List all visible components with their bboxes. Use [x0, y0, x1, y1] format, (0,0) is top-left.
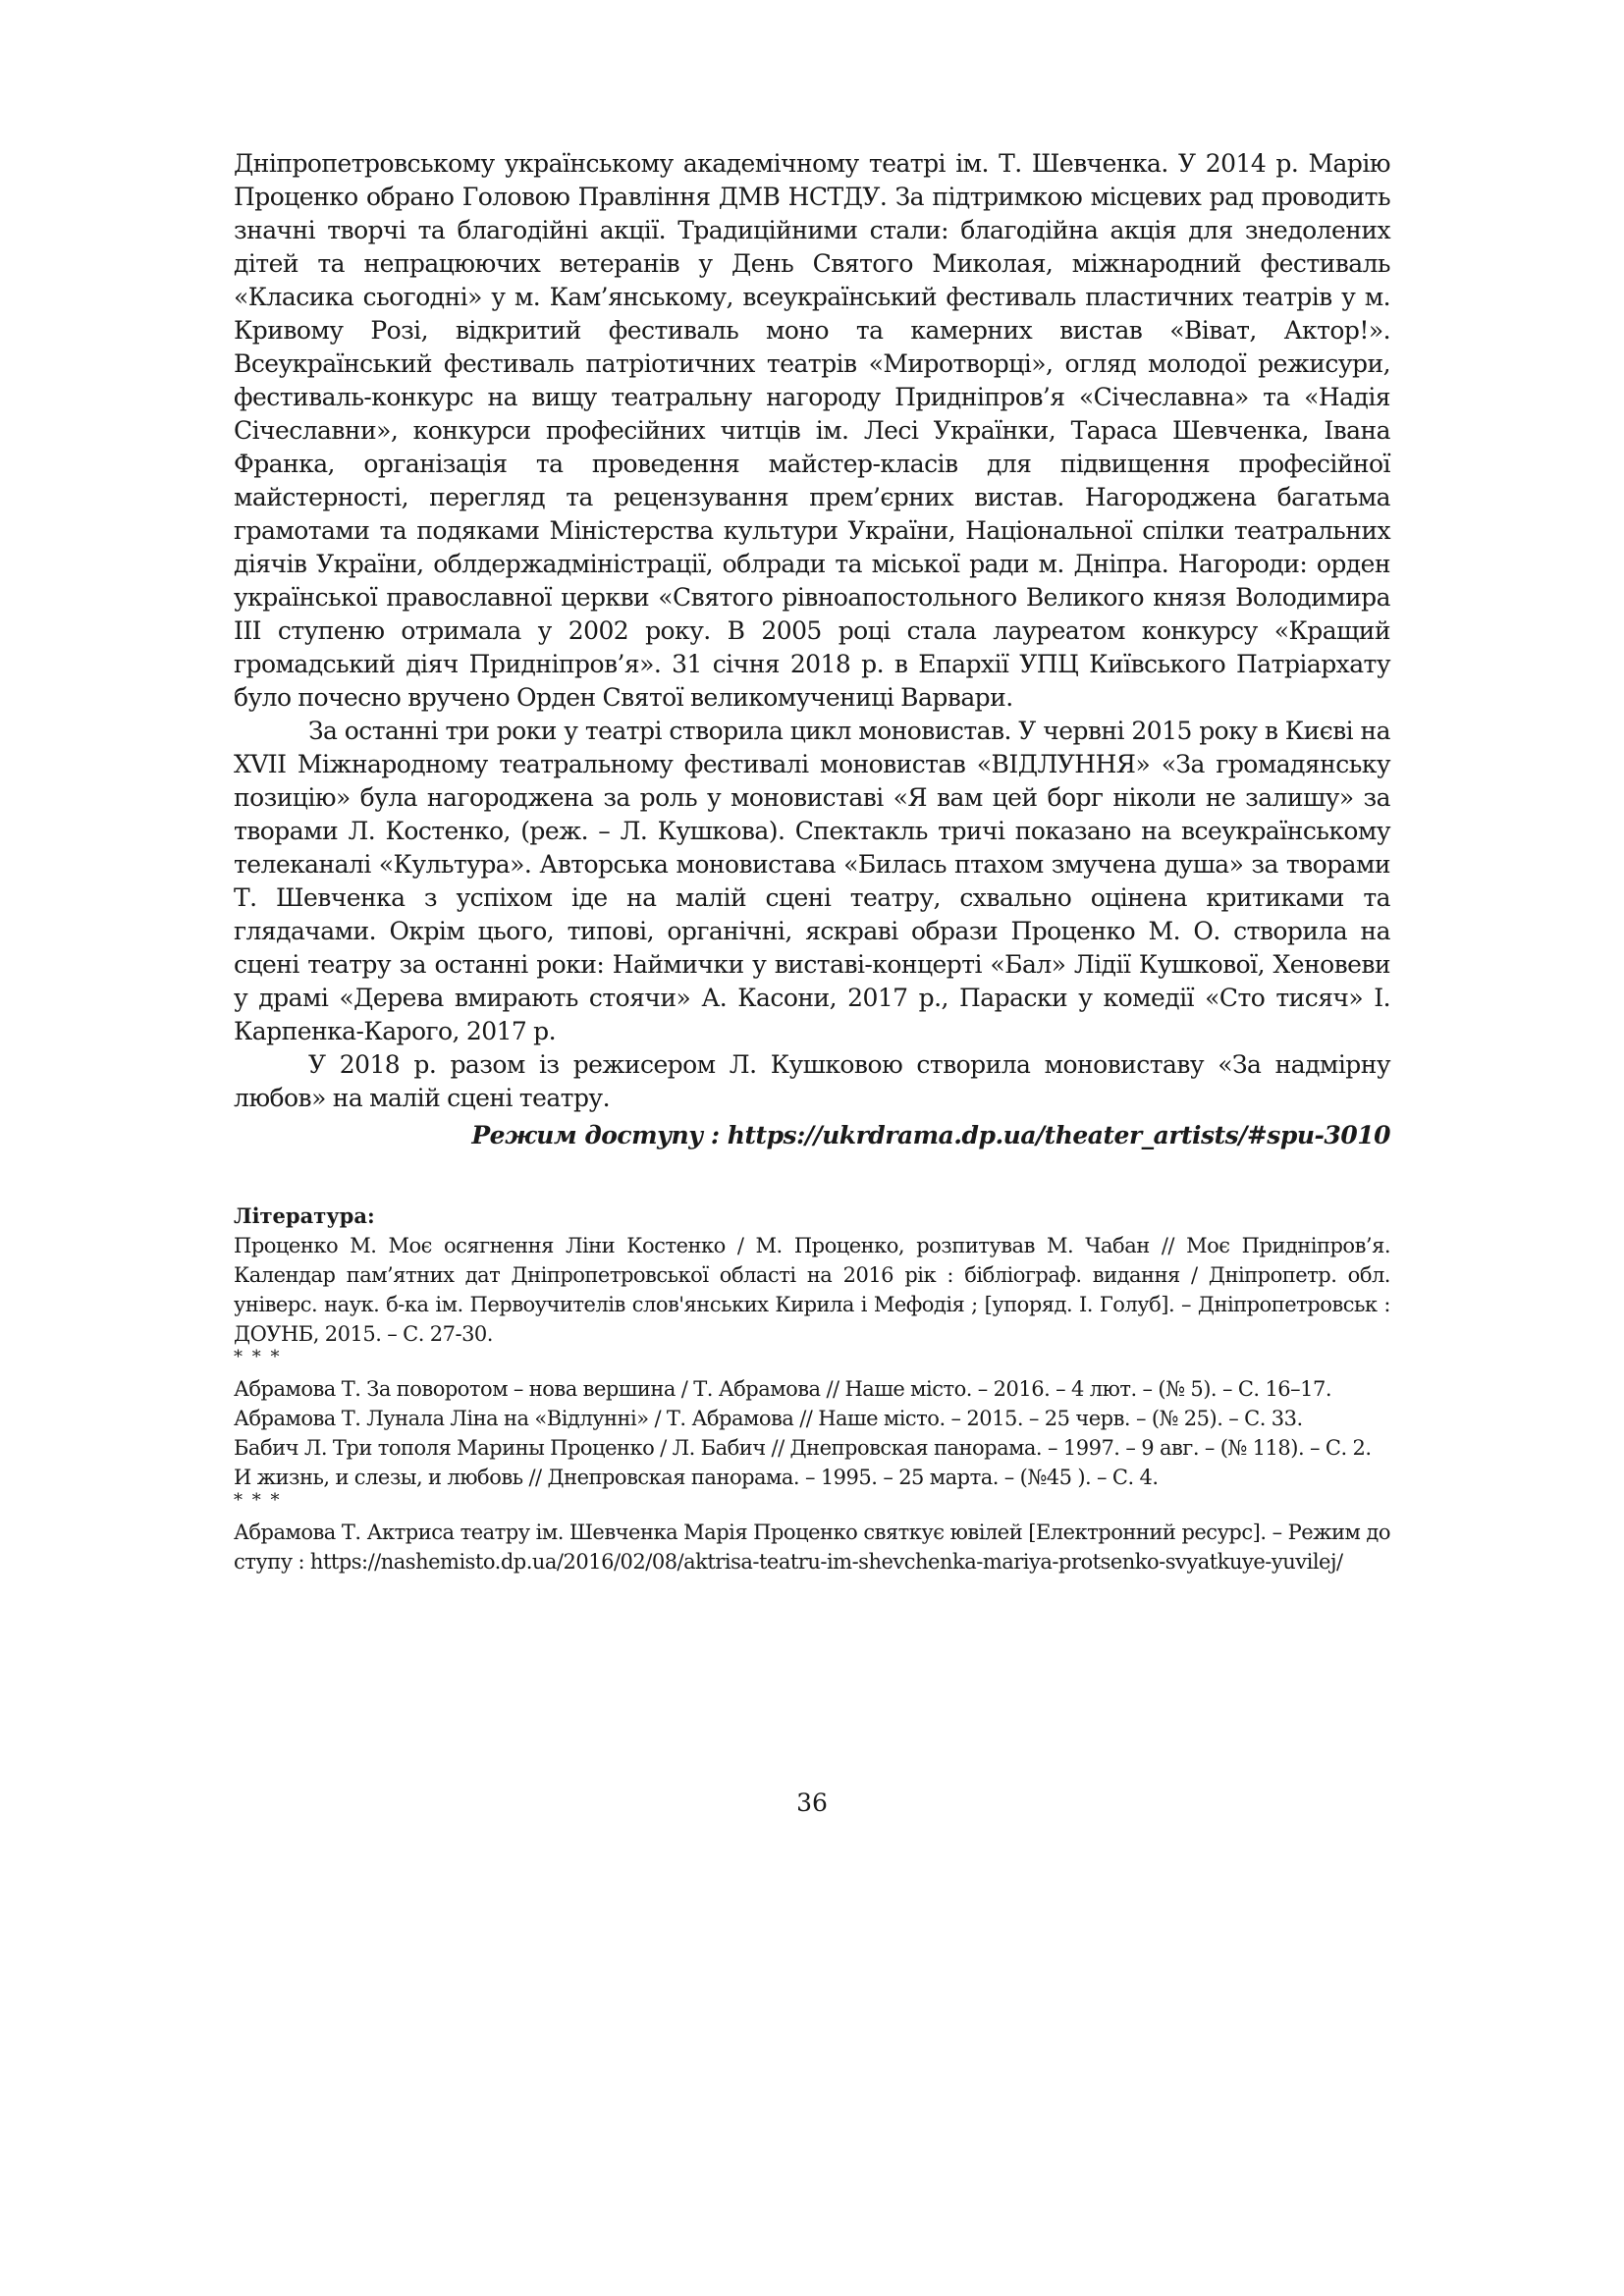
- access-link-line: Режим доступу : https://ukrdrama.dp.ua/theater_artists/#spu-3010: [471, 1121, 1390, 1149]
- literature-group-2: [234, 1374, 1390, 1492]
- literature-heading: Література:: [234, 1203, 375, 1228]
- body-paragraph-2: За останні три роки у театрі створила цикл моновистав. У червні 2015 року в Києві на XVII Міжнародному театральному фестивалі моновистав «ВІДЛУННЯ» «За громадянську позицію» була нагороджена за роль у моновиставі «Я вам цей борг ніколи не залишу» за творами Л. Костенко, (реж. – Л. Кушкова). Спектакль тричі показано на всеукраїнському телеканалі «Культура». Авторська моновистава «Билась птахом змучена душа» за творами Т. Шевченка з успіхом іде на малій сцені театру, схвально оцінена критиками та глядачами. Окрім цього, типові, органічні, яскраві образи Проценко М. О. створила на сцені театру за останні роки: Наймички у виставі-концерті «Бал» Лідії Кушкової, Хеновеви у драмі «Дерева вмирають стоячи» А. Касони, 2017 р., Параски у комедії «Сто тисяч» І. Карпенка-Карого, 2017 р.: [234, 717, 1390, 1045]
- literature-group-3: [234, 1518, 1390, 1576]
- literature-entry: Абрамова Т. За поворотом – нова вершина / Т. Абрамова // Наше місто. – 2016. – 4 лют. – (№ 5). – С. 16–17.: [234, 1377, 1332, 1401]
- page-number: 36: [796, 1789, 828, 1817]
- body-paragraph-1: Дніпропетровському українському академічному театрі ім. Т. Шевченка. У 2014 р. Марію Проценко обрано Головою Правління ДМВ НСТДУ. За підтримкою місцевих рад проводить значні творчі та благодійні акції. Традиційними стали: благодійна акція для знедолених дітей та непрацюючих ветеранів у День Святого Миколая, міжнародний фестиваль «Класика сьогодні» у м. Кам’янському, всеукраїнський фестиваль пластичних театрів у м. Кривому Розі, відкритий фестиваль моно та камерних вистав «Віват, Актор!». Всеукраїнський фестиваль патріотичних театрів «Миротворці», огляд молодої режисури, фестиваль-конкурс на вищу театральну нагороду Придніпров’я «Січеславна» та «Надія Січеславни», конкурси професійних читців ім. Лесі Українки, Тараса Шевченка, Івана Франка, організація та проведення майстер-класів для підвищення професійної майстерності, перегляд та рецензування прем’єрних вистав. Нагороджена багатьма грамотами та подяками Міністерства культури України, Національної спілки театральних діячів України, облдержадміністрації, облради та міської ради м. Дніпра. Нагороди: орден української православної церкви «Святого рівноапостольного Великого князя Володимира ІІІ ступеню отримала у 2002 року. В 2005 році стала лауреатом конкурсу «Кращий громадський діяч Придніпров’я». 31 січня 2018 р. в Епархії УПЦ Київського Патріархату було почесно вручено Орден Святої великомучениці Варвари.: [234, 149, 1390, 712]
- literature-entry: Абрамова Т. Актриса театру ім. Шевченка Марія Проценко святкує ювілей [Електронний ресурс]. – Режим доступу : https://nashemisto.dp.ua/2016/02/08/aktrisa-teatru-im-shevchenka-mariya-protsenko-svyatkuye-yuvilej/: [234, 1521, 1390, 1574]
- literature-entry: Проценко М. Моє осягнення Ліни Костенко / М. Проценко, розпитував М. Чабан // Моє Придніпров’я. Календар пам’ятних дат Дніпропетровської області на 2016 рік : бібліограф. видання / Дніпропетр. обл. універс. наук. б-ка ім. Первоучителів слов'янських Кирила і Мефодія ; [упоряд. І. Голуб]. – Дніпропетровськ : ДОУНБ, 2015. – С. 27-30.: [234, 1234, 1390, 1346]
- literature-entry: Бабич Л. Три тополя Марины Проценко / Л. Бабич // Днепровская панорама. – 1997. – 9 авг. – (№ 118). – С. 2.: [234, 1436, 1372, 1460]
- section-separator: * * *: [234, 1490, 282, 1511]
- literature-group-1: [234, 1231, 1390, 1349]
- literature-entry: Абрамова Т. Лунала Ліна на «Відлунні» / Т. Абрамова // Наше місто. – 2015. – 25 черв. – (№ 25). – С. 33.: [234, 1407, 1303, 1430]
- body-paragraph-3: У 2018 р. разом із режисером Л. Кушковою створила моновиставу «За надмірну любов» на малій сцені театру.: [234, 1050, 1390, 1112]
- page-content: [234, 147, 1390, 1576]
- section-separator: * * *: [234, 1347, 282, 1367]
- literature-entry: И жизнь, и слезы, и любовь // Днепровская панорама. – 1995. – 25 марта. – (№45 ). – С. 4.: [234, 1466, 1159, 1489]
